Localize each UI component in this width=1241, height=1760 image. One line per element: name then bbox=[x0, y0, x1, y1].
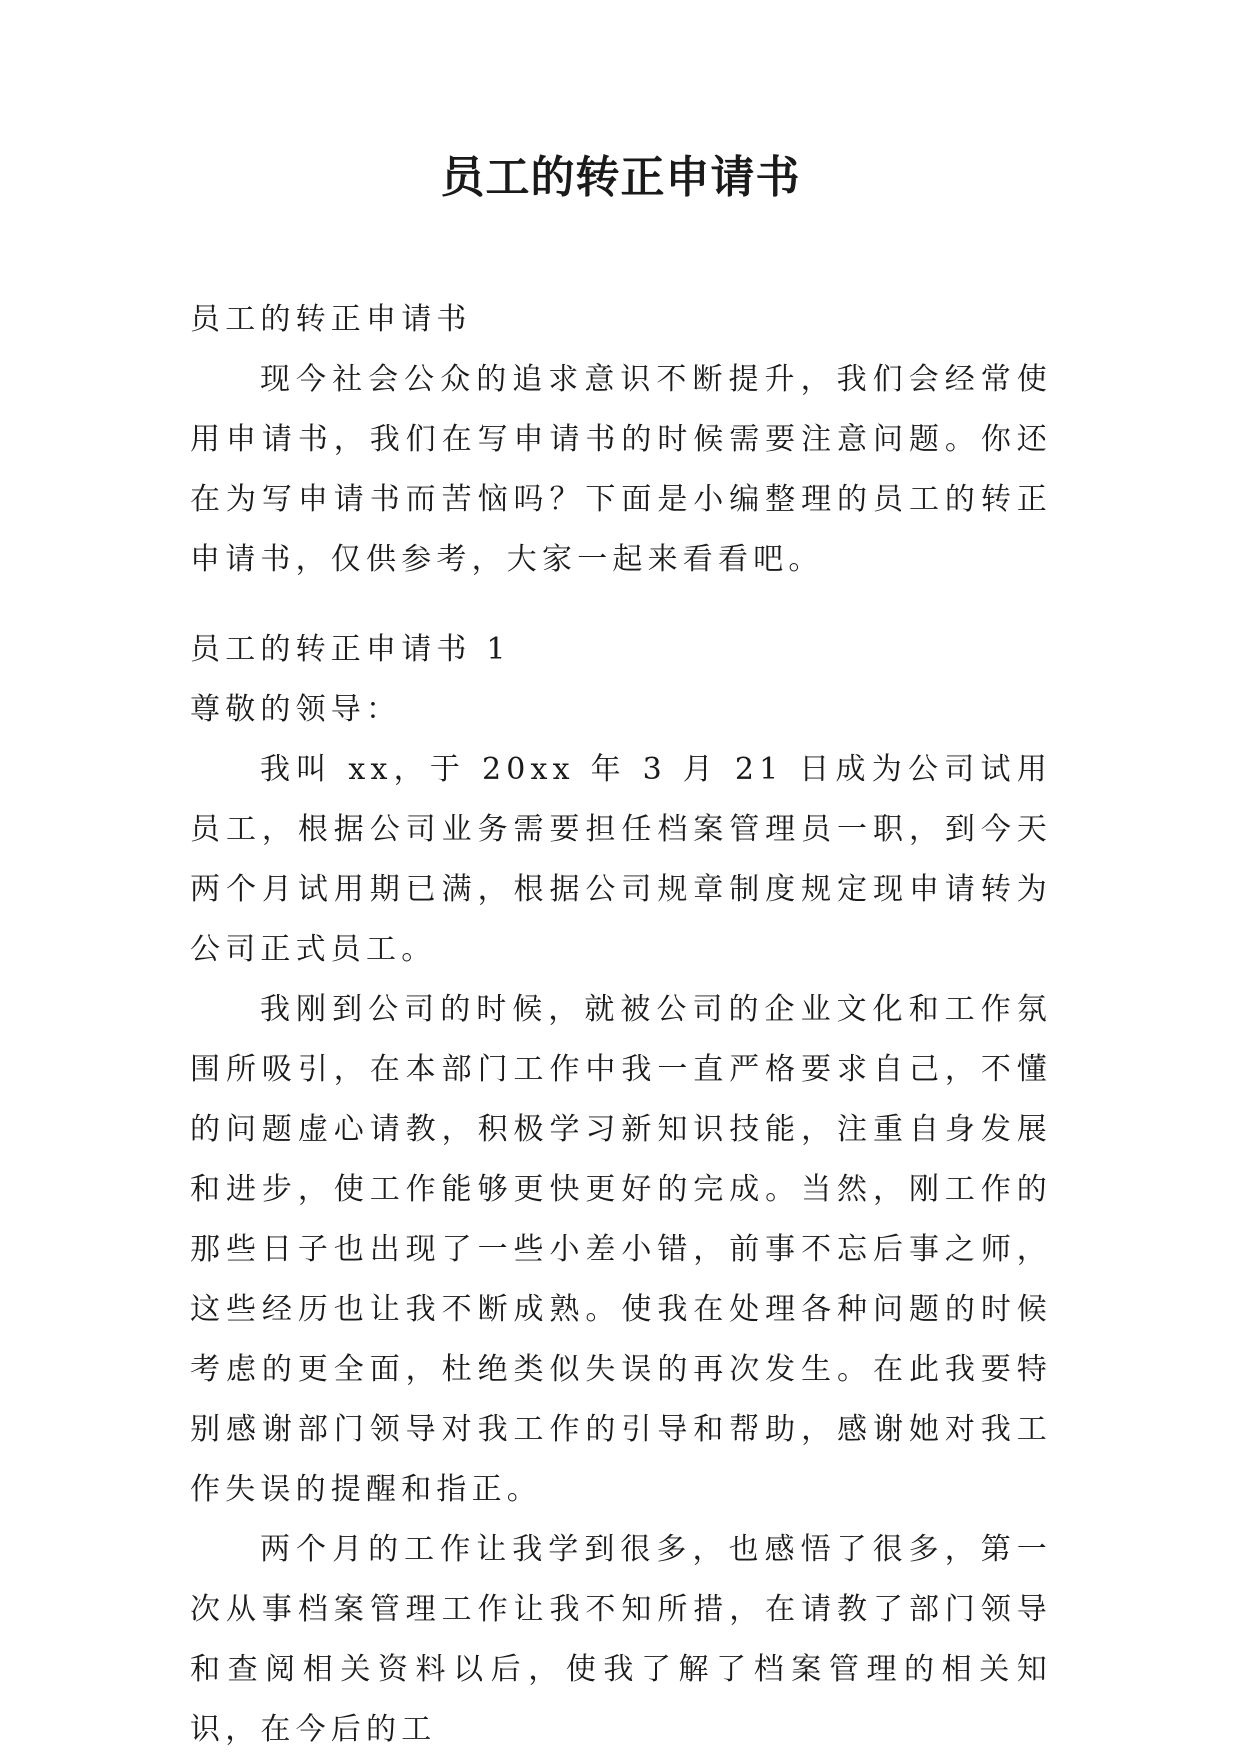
body-paragraph: 我叫 xx，于 20xx 年 3 月 21 日成为公司试用员工，根据公司业务需要担任档案管理员一职，到今天两个月试用期已满，根据公司规章制度规定现申请转为公司正式员工。 bbox=[190, 752, 1052, 967]
section-heading: 员工的转正申请书 1 bbox=[190, 632, 511, 667]
document-title: 员工的转正申请书 bbox=[440, 152, 801, 203]
body-paragraph: 两个月的工作让我学到很多，也感悟了很多，第一次从事档案管理工作让我不知所措，在请教了部门领导和查阅相关资料以后，使我了解了档案管理的相关知识，在今后的工 bbox=[190, 1532, 1052, 1747]
salutation: 尊敬的领导： bbox=[190, 692, 402, 727]
document-heading: 员工的转正申请书 bbox=[190, 302, 472, 337]
intro-paragraph: 现今社会公众的追求意识不断提升，我们会经常使用申请书，我们在写申请书的时候需要注意问题。你还在为写申请书而苦恼吗？下面是小编整理的员工的转正申请书，仅供参考，大家一起来看看吧。 bbox=[190, 362, 1052, 577]
document-body bbox=[190, 290, 1052, 1760]
body-paragraph: 我刚到公司的时候，就被公司的企业文化和工作氛围所吸引，在本部门工作中我一直严格要求自己，不懂的问题虚心请教，积极学习新知识技能，注重自身发展和进步，使工作能够更快更好的完成。当然，刚工作的那些日子也出现了一些小差小错，前事不忘后事之师，这些经历也让我不断成熟。使我在处理各种问题的时候考虑的更全面，杜绝类似失误的再次发生。在此我要特别感谢部门领导对我工作的引导和帮助，感谢她对我工作失误的提醒和指正。 bbox=[190, 992, 1052, 1507]
